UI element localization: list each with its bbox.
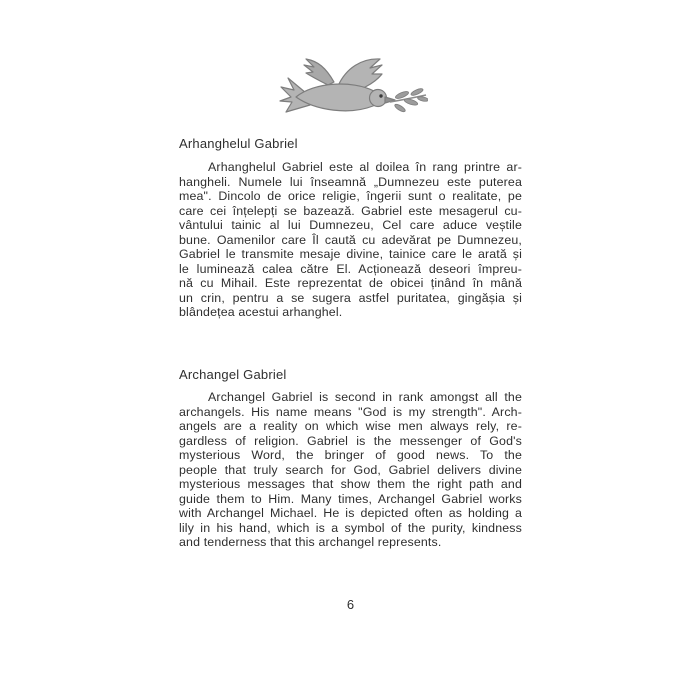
text-line: hangheli. Numele lui înseamnă „Dumnezeu este puterea [179, 174, 522, 189]
text-line: un crin, pentru a se sugera astfel puritatea, gingășia și [179, 290, 522, 305]
text-line: bune. Oamenilor care Îl caută cu adevărat pe Dumnezeu, [179, 232, 522, 247]
dove-illustration [278, 52, 428, 128]
text-line: with Archangel Michael. He is depicted often as holding a [179, 506, 522, 520]
text-line: mysterious Word, the bringer of good news. To the [179, 448, 522, 462]
text-line: Arhanghelul Gabriel este al doilea în rang printre ar- [208, 160, 522, 174]
paragraph-romanian [179, 160, 522, 320]
text-line: Archangel Gabriel is second in rank amongst all the [208, 390, 522, 404]
dove-far-wing [304, 59, 334, 85]
text-line: angels are a reality on which wise men always rely, re- [179, 419, 522, 433]
text-line: guide them to Him. Many times, Archangel Gabriel works [179, 491, 522, 506]
text-line: gardless of religion. Gabriel is the messenger of God's [179, 433, 522, 448]
text-line: lily in his hand, which is a symbol of the purity, kindness [179, 520, 522, 535]
text-line: le luminează calea către El. Acționează deseori împreu- [179, 261, 522, 276]
dove-with-olive-branch-icon [278, 52, 428, 127]
text-line: nă cu Mihail. Este reprezentat de obicei ținând în mână [179, 276, 522, 290]
dove-eye [379, 94, 382, 97]
paragraph-english [179, 390, 522, 550]
text-line: Gabriel le transmite mesaje divine, tainice care le arată și [179, 247, 522, 261]
section-heading-english: Archangel Gabriel [179, 367, 287, 382]
dove-head [370, 90, 387, 107]
text-line: people that truly search for God, Gabriel delivers divine [179, 462, 522, 477]
text-line: care cei înțelepți se bazează. Gabriel este mesagerul cu- [179, 203, 522, 218]
section-heading-romanian: Arhanghelul Gabriel [179, 136, 298, 151]
text-line: and tenderness that this archangel represents. [179, 535, 442, 549]
text-line: vântului tainic al lui Dumnezeu, Cel care aduce veștile [179, 218, 522, 232]
text-line: blândețea acestui arhanghel. [179, 305, 343, 319]
page-number: 6 [346, 597, 355, 612]
text-line: mysterious messages that show them the right path and [179, 477, 522, 491]
text-line: mea". Dincolo de orice religie, îngerii sunt o realitate, pe [179, 189, 522, 203]
dove-body [296, 84, 379, 111]
text-line: archangels. His name means "God is my strength". Arch- [179, 404, 522, 419]
